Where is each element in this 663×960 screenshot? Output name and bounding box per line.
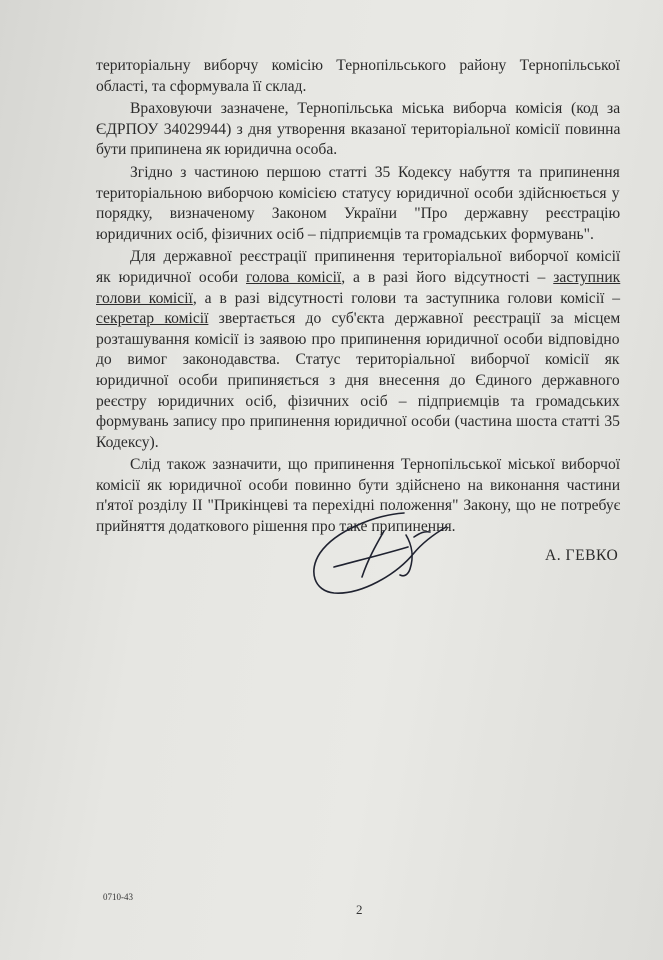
- handwritten-signature: [306, 505, 456, 605]
- text-line: бути припинена як юридична особа.: [96, 141, 338, 159]
- text-line: [96, 289, 620, 310]
- text-line: області, та сформувала її склад.: [96, 77, 307, 95]
- text-run: як юридичної особи: [96, 268, 247, 286]
- text-line: розташування комісії із заявою про припинення юридичної особи відповідно: [96, 330, 620, 348]
- text-line: юридичних осіб, фізичних осіб – підприємців та громадських формувань".: [96, 225, 594, 243]
- text-line: ЄДРПОУ 34029944) з дня утворення вказаної територіальної комісії повинна: [96, 120, 621, 138]
- text-line: територіальну виборчу комісію Тернопільського району Тернопільської: [96, 57, 620, 74]
- paragraph-1: [96, 56, 620, 97]
- signer-name: А. ГЕВКО: [545, 547, 619, 564]
- text-line: п'ятої розділу II "Прикінцеві та перехідні положення" Закону, що не потребує: [96, 497, 621, 515]
- document-code: 0710-43: [103, 892, 133, 902]
- page-number: 2: [356, 902, 363, 917]
- text-run: , а в разі відсутності голови та заступника голови комісії –: [192, 289, 621, 307]
- text-line: Для державної реєстрації припинення територіальної виборчої комісії: [130, 248, 621, 266]
- text-line: [96, 268, 620, 289]
- underlined-term: секретар комісії: [96, 310, 209, 328]
- paragraph-4: [96, 247, 620, 453]
- text-line: [96, 309, 620, 330]
- text-line: Згідно з частиною першою статті 35 Кодексу набуття та припинення: [130, 163, 620, 181]
- document-body: [96, 56, 620, 540]
- underlined-term: голови комісії: [96, 289, 193, 307]
- paragraph-2: [96, 99, 620, 161]
- text-line: територіальною виборчою комісією статусу юридичної особи здійснюється у: [96, 184, 620, 202]
- text-line: Слід також зазначити, що припинення Тернопільської міської виборчої: [130, 456, 621, 474]
- text-line: прийняття додаткового рішення про таке припинення.: [96, 518, 456, 536]
- text-line: юридичної особи припиняється з дня внесення до Єдиного державного: [96, 371, 620, 389]
- underlined-term: голова комісії: [246, 268, 342, 286]
- text-line: комісії як юридичної особи повинно бути здійснено на виконання частини: [96, 476, 621, 494]
- text-line: до вимог законодавства. Статус територіальної виборчої комісії як: [96, 351, 620, 369]
- text-line: формувань запису про припинення юридичної особи (частина шоста статті 35: [96, 413, 620, 431]
- text-run: звертається до суб'єкта державної реєстрації за місцем: [208, 310, 621, 328]
- text-line: Кодексу).: [96, 433, 159, 451]
- underlined-term: заступник: [553, 268, 621, 286]
- text-line: Враховуючи зазначене, Тернопільська міська виборча комісія (код за: [130, 100, 621, 118]
- text-run: , а в разі його відсутності –: [341, 268, 554, 286]
- text-line: порядку, визначеному Законом України "Про державну реєстрацію: [96, 205, 621, 223]
- text-line: реєстру юридичних осіб, фізичних осіб – підприємців та громадських: [96, 392, 620, 410]
- paragraph-3: [96, 163, 620, 245]
